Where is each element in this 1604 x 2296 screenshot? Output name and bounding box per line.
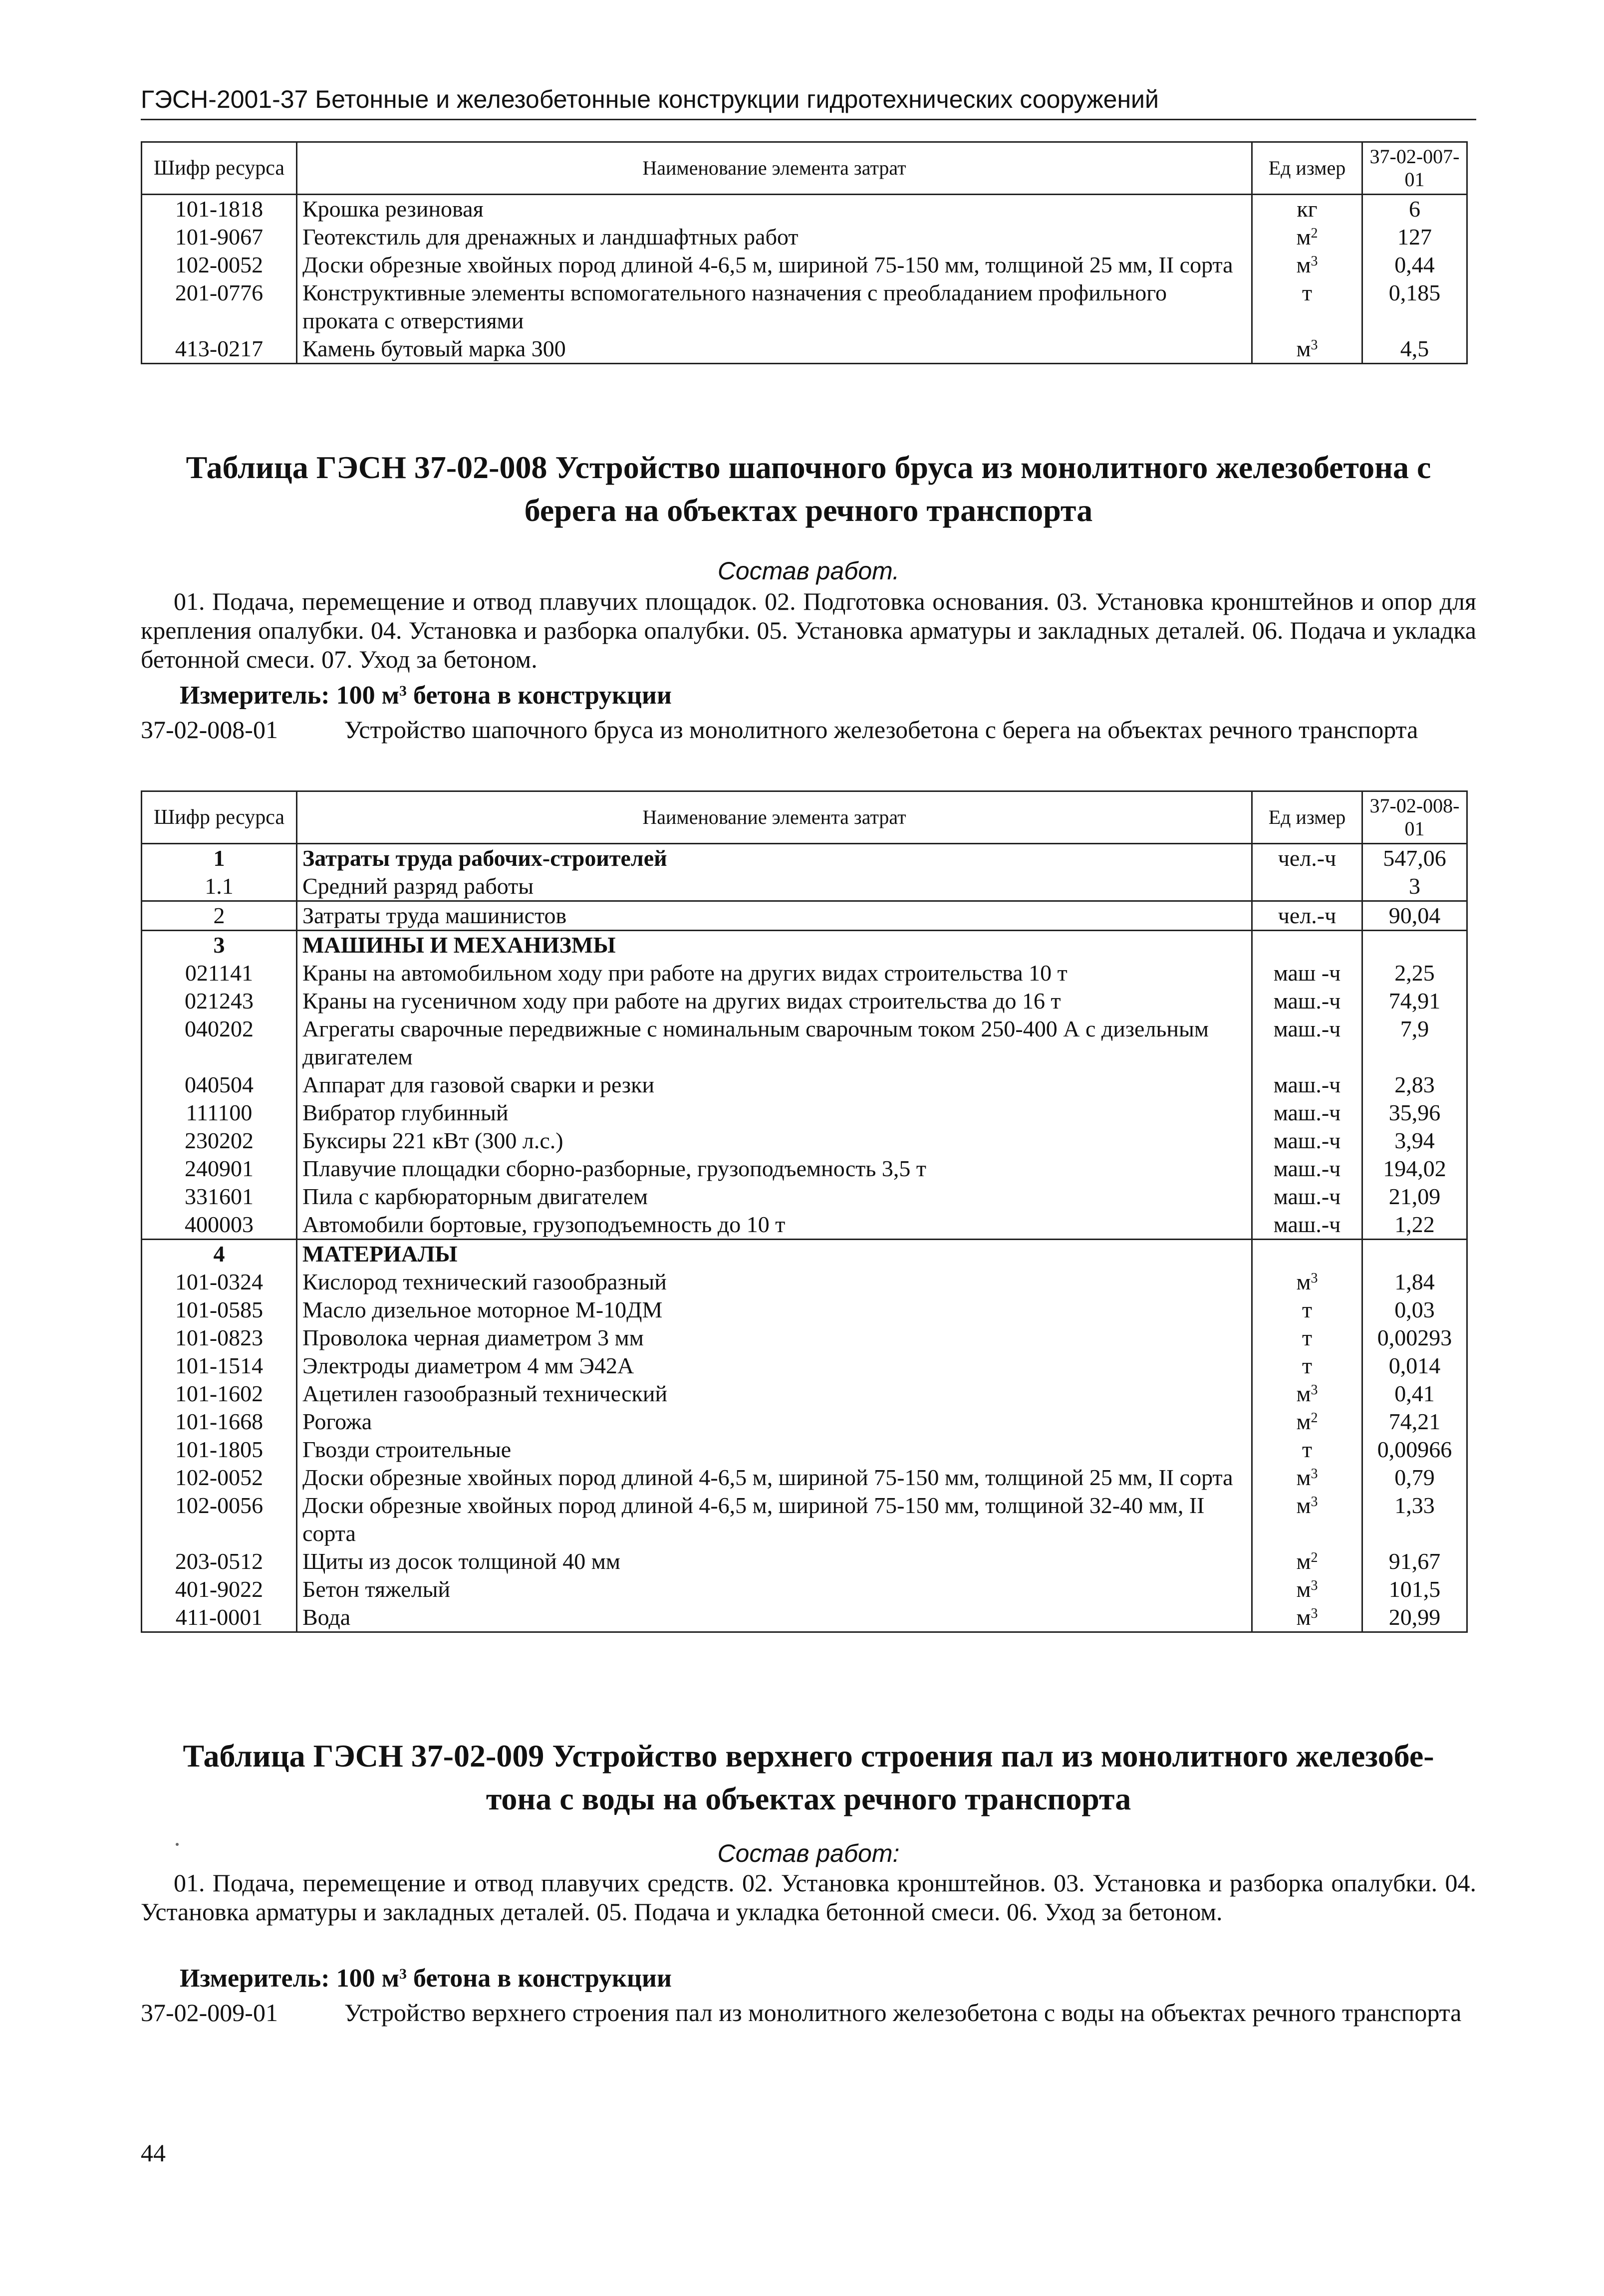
unit: $м^3$ bbox=[1252, 335, 1362, 364]
unit: $м^3$ bbox=[1252, 251, 1362, 279]
norm-value: 0,41 bbox=[1362, 1380, 1467, 1408]
resource-name: Доски обрезные хвойных пород длиной 4-6,5 м, шириной 75-150 мм, толщиной 25 мм, II сорта bbox=[297, 1464, 1252, 1492]
resource-code: 111100 bbox=[142, 1099, 297, 1127]
resource-name: Аппарат для газовой сварки и резки bbox=[297, 1071, 1252, 1099]
norm-value: 3 bbox=[1362, 872, 1467, 901]
work-composition-text-009: 01. Подача, перемещение и отвод плавучих средств. 02. Установка кронштейнов. 03. Установка и разборка опалубки. 04. Установка арматуры и закладных деталей. 05. Подача и укладка бетонной смеси. 06. Уход за бетоном. bbox=[141, 1869, 1476, 1926]
resource-name: Бетон тяжелый bbox=[297, 1575, 1252, 1603]
resource-name: Гвозди строительные bbox=[297, 1436, 1252, 1464]
norm-description-009: Устройство верхнего строения пал из монолитного железобетона с воды на объектах речного транспорта bbox=[344, 1999, 1462, 2027]
column-header-code: Шифр ресурса bbox=[142, 142, 297, 195]
resource-name: Проволока черная диаметром 3 мм bbox=[297, 1324, 1252, 1352]
table-row bbox=[142, 1015, 1467, 1071]
norm-value bbox=[1362, 931, 1467, 960]
table-row bbox=[142, 251, 1467, 279]
resource-code: 101-1805 bbox=[142, 1436, 297, 1464]
unit: маш.-ч bbox=[1252, 1015, 1362, 1071]
table-title-009-line2: тона с воды на объектах речного транспорта bbox=[486, 1781, 1131, 1816]
resource-code: 240901 bbox=[142, 1155, 297, 1183]
resource-code: 3 bbox=[142, 931, 297, 960]
table-row bbox=[142, 1211, 1467, 1240]
meter-008 bbox=[180, 681, 672, 711]
resource-name: Вода bbox=[297, 1603, 1252, 1632]
meter-value: 100 $м^3$ бетона в конструкции bbox=[336, 681, 672, 710]
table-row bbox=[142, 1547, 1467, 1575]
unit: маш.-ч bbox=[1252, 1155, 1362, 1183]
resource-code: 101-0585 bbox=[142, 1296, 297, 1324]
resource-code: 021141 bbox=[142, 959, 297, 987]
unit: чел.-ч bbox=[1252, 901, 1362, 931]
norm-value: 1,84 bbox=[1362, 1268, 1467, 1296]
header-rule bbox=[141, 119, 1476, 120]
resource-name: Камень бутовый марка 300 bbox=[297, 335, 1252, 364]
table-row bbox=[142, 931, 1467, 960]
norm-value: 101,5 bbox=[1362, 1575, 1467, 1603]
resource-code: 102-0056 bbox=[142, 1492, 297, 1547]
norm-value: 0,03 bbox=[1362, 1296, 1467, 1324]
norm-value: 547,06 bbox=[1362, 844, 1467, 873]
resource-name: МАТЕРИАЛЫ bbox=[297, 1240, 1252, 1269]
resource-code: 203-0512 bbox=[142, 1547, 297, 1575]
table-row bbox=[142, 1127, 1467, 1155]
norm-value: 0,79 bbox=[1362, 1464, 1467, 1492]
table-row bbox=[142, 1352, 1467, 1380]
table-title-008 bbox=[141, 446, 1476, 532]
resource-table-007 bbox=[141, 141, 1468, 364]
resource-code: 2 bbox=[142, 901, 297, 931]
unit: т bbox=[1252, 1324, 1362, 1352]
work-composition-heading-009: Состав работ: bbox=[717, 1839, 900, 1867]
unit: маш.-ч bbox=[1252, 1127, 1362, 1155]
resource-code: 230202 bbox=[142, 1127, 297, 1155]
resource-name: Крошка резиновая bbox=[297, 195, 1252, 224]
column-header-norm: 37-02-007-01 bbox=[1362, 142, 1467, 195]
table-row bbox=[142, 1268, 1467, 1296]
unit: маш.-ч bbox=[1252, 1099, 1362, 1127]
table-row bbox=[142, 1408, 1467, 1436]
meter-value: 100 $м^3$ бетона в конструкции bbox=[336, 1964, 672, 1993]
norm-value: 35,96 bbox=[1362, 1099, 1467, 1127]
table-row bbox=[142, 1603, 1467, 1632]
resource-code: 331601 bbox=[142, 1183, 297, 1211]
unit: маш.-ч bbox=[1252, 1071, 1362, 1099]
unit: т bbox=[1252, 279, 1362, 335]
column-header-norm: 37-02-008-01 bbox=[1362, 791, 1467, 844]
norm-value: 4,5 bbox=[1362, 335, 1467, 364]
unit: т bbox=[1252, 1352, 1362, 1380]
table-row bbox=[142, 1492, 1467, 1547]
unit: $м^2$ bbox=[1252, 1408, 1362, 1436]
resource-code: 101-0324 bbox=[142, 1268, 297, 1296]
meter-009 bbox=[180, 1964, 672, 1994]
resource-name: МАШИНЫ И МЕХАНИЗМЫ bbox=[297, 931, 1252, 960]
resource-name: Плавучие площадки сборно-разборные, грузоподъемность 3,5 т bbox=[297, 1155, 1252, 1183]
norm-description-008: Устройство шапочного бруса из монолитного железобетона с берега на объектах речного транспорта bbox=[344, 716, 1418, 744]
norm-value: 0,44 bbox=[1362, 251, 1467, 279]
norm-value: 0,014 bbox=[1362, 1352, 1467, 1380]
unit bbox=[1252, 931, 1362, 960]
table-row bbox=[142, 959, 1467, 987]
resource-name: Затраты труда машинистов bbox=[297, 901, 1252, 931]
norm-value: 74,91 bbox=[1362, 987, 1467, 1015]
table-title-009 bbox=[141, 1735, 1476, 1820]
resource-code: 101-1668 bbox=[142, 1408, 297, 1436]
resource-name: Буксиры 221 кВт (300 л.с.) bbox=[297, 1127, 1252, 1155]
resource-name: Кислород технический газообразный bbox=[297, 1268, 1252, 1296]
column-header-name: Наименование элемента затрат bbox=[297, 791, 1252, 844]
resource-code: 101-1514 bbox=[142, 1352, 297, 1380]
resource-code: 201-0776 bbox=[142, 279, 297, 335]
column-header-name: Наименование элемента затрат bbox=[297, 142, 1252, 195]
resource-name: Ацетилен газообразный технический bbox=[297, 1380, 1252, 1408]
unit: маш -ч bbox=[1252, 959, 1362, 987]
norm-value: 1,33 bbox=[1362, 1492, 1467, 1547]
resource-name: Средний разряд работы bbox=[297, 872, 1252, 901]
table-row bbox=[142, 1296, 1467, 1324]
resource-name: Краны на автомобильном ходу при работе на других видах строительства 10 т bbox=[297, 959, 1252, 987]
norm-value: 1,22 bbox=[1362, 1211, 1467, 1240]
table-row bbox=[142, 1380, 1467, 1408]
resource-code: 400003 bbox=[142, 1211, 297, 1240]
resource-code: 040202 bbox=[142, 1015, 297, 1071]
unit: маш.-ч bbox=[1252, 1211, 1362, 1240]
resource-code: 413-0217 bbox=[142, 335, 297, 364]
unit: $м^3$ bbox=[1252, 1464, 1362, 1492]
table-title-008-line1: Таблица ГЭСН 37-02-008 Устройство шапочного бруса из монолитного железобетона с bbox=[186, 450, 1431, 485]
unit bbox=[1252, 872, 1362, 901]
table-row bbox=[142, 901, 1467, 931]
resource-name: Вибратор глубинный bbox=[297, 1099, 1252, 1127]
resource-code: 040504 bbox=[142, 1071, 297, 1099]
table-row bbox=[142, 335, 1467, 364]
table-row bbox=[142, 195, 1467, 224]
resource-code: 101-1602 bbox=[142, 1380, 297, 1408]
resource-code: 102-0052 bbox=[142, 251, 297, 279]
resource-code: 4 bbox=[142, 1240, 297, 1269]
norm-value: 194,02 bbox=[1362, 1155, 1467, 1183]
table-row bbox=[142, 1071, 1467, 1099]
table-row bbox=[142, 279, 1467, 335]
unit: т bbox=[1252, 1296, 1362, 1324]
table-row bbox=[142, 1436, 1467, 1464]
table-row bbox=[142, 844, 1467, 873]
table-row bbox=[142, 1155, 1467, 1183]
unit: маш.-ч bbox=[1252, 1183, 1362, 1211]
norm-code-009: 37-02-009-01 bbox=[141, 1999, 278, 2027]
resource-code: 101-1818 bbox=[142, 195, 297, 224]
page-number: 44 bbox=[141, 2139, 166, 2167]
unit: $м^3$ bbox=[1252, 1268, 1362, 1296]
table-row bbox=[142, 223, 1467, 251]
table-row bbox=[142, 987, 1467, 1015]
resource-name: Масло дизельное моторное М-10ДМ bbox=[297, 1296, 1252, 1324]
column-header-unit: Ед измер bbox=[1252, 791, 1362, 844]
resource-name: Доски обрезные хвойных пород длиной 4-6,5 м, шириной 75-150 мм, толщиной 25 мм, II сорта bbox=[297, 251, 1252, 279]
resource-name: Доски обрезные хвойных пород длиной 4-6,5 м, шириной 75-150 мм, толщиной 32-40 мм, II сорта bbox=[297, 1492, 1252, 1547]
table-title-009-line1: Таблица ГЭСН 37-02-009 Устройство верхнего строения пал из монолитного железобе- bbox=[183, 1738, 1434, 1774]
column-header-code: Шифр ресурса bbox=[142, 791, 297, 844]
norm-value: 2,83 bbox=[1362, 1071, 1467, 1099]
unit: $м^3$ bbox=[1252, 1492, 1362, 1547]
resource-name: Конструктивные элементы вспомогательного назначения с преобладанием профильного проката с отверстиями bbox=[297, 279, 1252, 335]
unit: чел.-ч bbox=[1252, 844, 1362, 873]
unit: т bbox=[1252, 1436, 1362, 1464]
norm-value: 6 bbox=[1362, 195, 1467, 224]
norm-value: 3,94 bbox=[1362, 1127, 1467, 1155]
norm-value: 90,04 bbox=[1362, 901, 1467, 931]
resource-code: 021243 bbox=[142, 987, 297, 1015]
resource-code: 1.1 bbox=[142, 872, 297, 901]
resource-name: Геотекстиль для дренажных и ландшафтных работ bbox=[297, 223, 1252, 251]
norm-value: 2,25 bbox=[1362, 959, 1467, 987]
table-row bbox=[142, 1575, 1467, 1603]
work-composition-text-008: 01. Подача, перемещение и отвод плавучих площадок. 02. Подготовка основания. 03. Установка кронштейнов и опор для крепления опалубки. 04. Установка и разборка опалубки. 05. Установка арматуры и закладных деталей. 06. Подача и укладка бетонной смеси. 07. Уход за бетоном. bbox=[141, 587, 1476, 673]
resource-name: Автомобили бортовые, грузоподъемность до 10 т bbox=[297, 1211, 1252, 1240]
resource-name: Затраты труда рабочих-строителей bbox=[297, 844, 1252, 873]
column-header-unit: Ед измер bbox=[1252, 142, 1362, 195]
norm-value: 127 bbox=[1362, 223, 1467, 251]
unit: кг bbox=[1252, 195, 1362, 224]
unit bbox=[1252, 1240, 1362, 1269]
table-row bbox=[142, 1324, 1467, 1352]
resource-code: 1 bbox=[142, 844, 297, 873]
resource-code: 101-0823 bbox=[142, 1324, 297, 1352]
meter-label: Измеритель: bbox=[180, 1964, 330, 1993]
resource-code: 401-9022 bbox=[142, 1575, 297, 1603]
norm-value: 91,67 bbox=[1362, 1547, 1467, 1575]
unit: $м^3$ bbox=[1252, 1603, 1362, 1632]
running-header: ГЭСН-2001-37 Бетонные и железобетонные конструкции гидротехнических сооружений bbox=[141, 85, 1159, 113]
meter-label: Измеритель: bbox=[180, 681, 330, 710]
resource-name: Щиты из досок толщиной 40 мм bbox=[297, 1547, 1252, 1575]
unit: $м^3$ bbox=[1252, 1575, 1362, 1603]
norm-value: 0,00293 bbox=[1362, 1324, 1467, 1352]
norm-value: 21,09 bbox=[1362, 1183, 1467, 1211]
norm-value: 0,185 bbox=[1362, 279, 1467, 335]
norm-value: 74,21 bbox=[1362, 1408, 1467, 1436]
table-row bbox=[142, 1183, 1467, 1211]
resource-name: Краны на гусеничном ходу при работе на других видах строительства до 16 т bbox=[297, 987, 1252, 1015]
table-title-008-line2: берега на объектах речного транспорта bbox=[524, 493, 1093, 528]
resource-code: 102-0052 bbox=[142, 1464, 297, 1492]
table-row bbox=[142, 1240, 1467, 1269]
work-composition-heading-008: Состав работ. bbox=[717, 557, 900, 585]
unit: $м^3$ bbox=[1252, 1380, 1362, 1408]
norm-value: 0,00966 bbox=[1362, 1436, 1467, 1464]
table-row bbox=[142, 1464, 1467, 1492]
unit: $м^2$ bbox=[1252, 223, 1362, 251]
norm-value: 7,9 bbox=[1362, 1015, 1467, 1071]
resource-table-008 bbox=[141, 790, 1468, 1633]
resource-code: 411-0001 bbox=[142, 1603, 297, 1632]
norm-code-008: 37-02-008-01 bbox=[141, 716, 278, 744]
resource-code: 101-9067 bbox=[142, 223, 297, 251]
resource-name: Рогожа bbox=[297, 1408, 1252, 1436]
table-row bbox=[142, 1099, 1467, 1127]
norm-value: 20,99 bbox=[1362, 1603, 1467, 1632]
norm-value bbox=[1362, 1240, 1467, 1269]
table-row bbox=[142, 872, 1467, 901]
unit: $м^2$ bbox=[1252, 1547, 1362, 1575]
resource-name: Пила с карбюраторным двигателем bbox=[297, 1183, 1252, 1211]
resource-name: Агрегаты сварочные передвижные с номинальным сварочным током 250-400 А с дизельным двигателем bbox=[297, 1015, 1252, 1071]
resource-name: Электроды диаметром 4 мм Э42А bbox=[297, 1352, 1252, 1380]
unit: маш.-ч bbox=[1252, 987, 1362, 1015]
